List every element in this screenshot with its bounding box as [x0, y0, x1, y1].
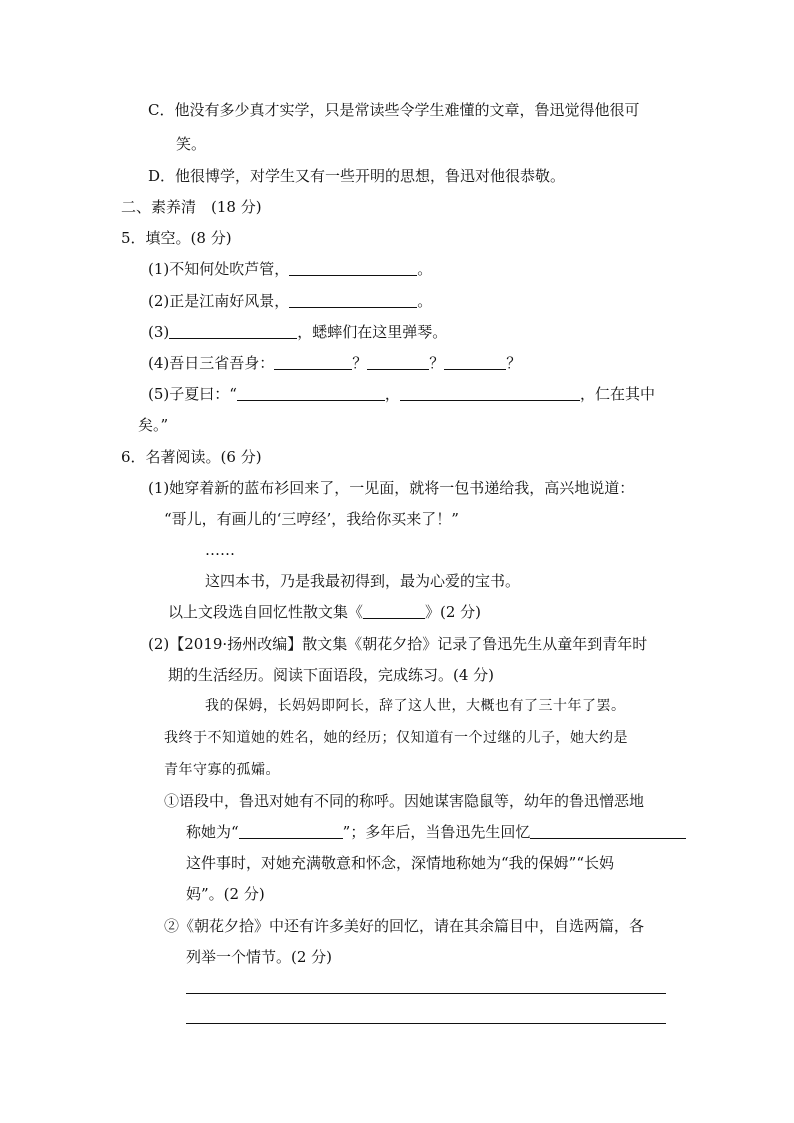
answer-blank[interactable] — [289, 259, 417, 276]
q5-item-5-line2: 矣。” — [138, 416, 169, 434]
q5-item-3-label: (3) — [148, 323, 170, 341]
q6-p1-line2: “哥儿，有画儿的‘三哼经’，我给你买来了！” — [164, 510, 459, 528]
q5-item-3-text: ，蟋蟀们在这里弹琴。 — [297, 323, 448, 341]
q5-item-5-end: ，仁在其中 — [579, 385, 655, 403]
q5-item-1-end: 。 — [417, 260, 433, 278]
answer-blank[interactable] — [444, 353, 506, 370]
answer-line[interactable] — [186, 1023, 666, 1024]
answer-blank[interactable] — [239, 822, 343, 839]
answer-blank[interactable] — [363, 602, 425, 619]
q6-p1-line3: 这四本书，乃是我最初得到，最为心爱的宝书。 — [205, 572, 521, 590]
q5-item-5-text: (5)子夏曰：“ — [148, 385, 237, 403]
q5-item-4-text: (4)吾日三省吾身： — [148, 354, 275, 372]
option-c-line1: C．他没有多少真才实学，只是常读些令学生难懂的文章，鲁迅觉得他很可 — [148, 101, 640, 119]
q5-item-4-q1: ？ — [352, 354, 368, 372]
sub1-line1: ①语段中，鲁迅对她有不同的称呼。因她谋害隐鼠等，幼年的鲁迅憎恶地 — [164, 792, 645, 810]
answer-blank[interactable] — [400, 384, 580, 401]
sub1-line2 — [186, 822, 686, 842]
q5-item-5 — [148, 384, 655, 404]
answer-line[interactable] — [186, 993, 666, 994]
q5-item-2-text: (2)正是江南好风景， — [148, 292, 290, 310]
answer-blank[interactable] — [237, 384, 385, 401]
q6-p1-question — [168, 602, 481, 622]
option-c-line2: 笑。 — [176, 135, 207, 153]
q6-p1-line1: (1)她穿着新的蓝布衫回来了，一见面，就将一包书递给我，高兴地说道： — [148, 479, 635, 497]
q5-item-1 — [148, 259, 432, 279]
answer-blank[interactable] — [289, 291, 417, 308]
section-heading: 二、素养清 (18 分) — [121, 198, 262, 216]
sub1-line2-text: 称她为“ — [186, 823, 239, 841]
q5-item-1-text: (1)不知何处吹芦管， — [148, 260, 290, 278]
q6-p2-line1 — [148, 634, 647, 654]
q5-item-2-end: 。 — [417, 292, 433, 310]
sub1-line2-mid: ”；多年后，当鲁迅先生回忆 — [342, 823, 531, 841]
q6-p1-question-end: 》(2 分) — [425, 603, 482, 621]
sub2-line2: 列举一个情节。(2 分) — [186, 948, 333, 966]
sub2-line1: ②《朝花夕拾》中还有许多美好的回忆，请在其余篇目中，自选两篇，各 — [164, 917, 645, 935]
q6-p1-question-text: 以上文段选自回忆性散文集《 — [168, 603, 364, 621]
answer-blank[interactable] — [274, 353, 352, 370]
excerpt-line1: 我的保姆，长妈妈即阿长，辞了这人世，大概也有了三十年了罢。 — [205, 698, 626, 714]
q6-p1-ellipsis: …… — [205, 541, 235, 559]
q6-p2-line2: 期的生活经历。阅读下面语段，完成练习。(4 分) — [168, 666, 495, 684]
q5-item-3 — [148, 322, 447, 342]
q5-item-4-q3: ？ — [506, 354, 522, 372]
q5-item-4 — [148, 353, 521, 373]
q5-item-2 — [148, 291, 432, 311]
q5-item-4-q2: ？ — [429, 354, 445, 372]
sub1-line4: 妈”。(2 分) — [186, 885, 265, 903]
answer-blank[interactable] — [169, 322, 297, 339]
excerpt-line2: 我终于不知道她的姓名，她的经历；仅知道有一个过继的儿子，她大约是 — [164, 730, 628, 746]
q6-p2-source: (2)【2019·扬州改编】 — [148, 635, 303, 653]
question-5-title: 5．填空。(8 分) — [121, 229, 232, 247]
excerpt-line3: 青年守寡的孤孀。 — [164, 762, 280, 778]
answer-blank[interactable] — [530, 822, 686, 839]
sub1-line3: 这件事时，对她充满敬意和怀念，深情地称她为“我的保姆”“长妈 — [186, 854, 615, 872]
q5-item-5-mid: ， — [384, 385, 400, 403]
answer-blank[interactable] — [367, 353, 429, 370]
option-d: D．他很博学，对学生又有一些开明的思想，鲁迅对他很恭敬。 — [148, 167, 566, 185]
question-6-title: 6．名著阅读。(6 分) — [121, 448, 262, 466]
q6-p2-line1-text: 散文集《朝花夕拾》记录了鲁迅先生从童年到青年时 — [302, 635, 648, 653]
